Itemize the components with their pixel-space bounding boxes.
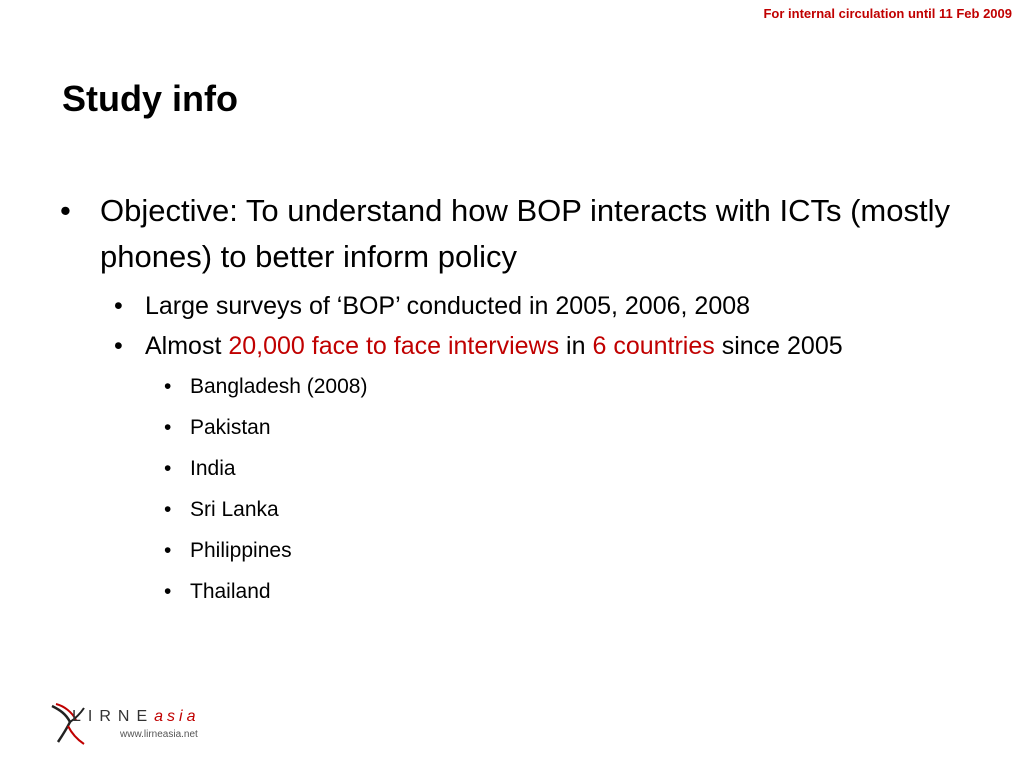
- bullet-icon: •: [164, 375, 172, 398]
- logo-url: www.lirneasia.net: [120, 729, 198, 740]
- country-item: [60, 407, 960, 448]
- country-item: [60, 571, 960, 612]
- interviews-text-mid: in: [559, 332, 593, 360]
- bullet-icon: •: [164, 498, 172, 521]
- bullet-icon: •: [164, 539, 172, 562]
- circulation-notice: For internal circulation until 11 Feb 2009: [763, 6, 1012, 21]
- bullet-surveys: [60, 286, 960, 326]
- country-label: Bangladesh (2008): [190, 375, 368, 398]
- bullet-icon: •: [164, 580, 172, 603]
- countries-highlight: 6 countries: [592, 332, 715, 360]
- country-label: Sri Lanka: [190, 498, 279, 521]
- bullet-icon: •: [114, 332, 123, 360]
- interviews-highlight: 20,000 face to face interviews: [228, 332, 560, 360]
- logo-brand-suffix: asia: [154, 708, 200, 725]
- objective-text: Objective: To understand how BOP interacts with ICTs (mostly phones) to better inform policy: [100, 193, 950, 274]
- bullet-list: [60, 188, 960, 612]
- bullet-objective: [60, 188, 960, 280]
- bullet-icon: •: [164, 416, 172, 439]
- country-label: India: [190, 457, 236, 480]
- interviews-text-pre: Almost: [145, 332, 229, 360]
- slide-title: Study info: [62, 78, 238, 119]
- logo-brand: [72, 708, 199, 726]
- bullet-interviews: [60, 326, 960, 366]
- country-item: [60, 448, 960, 489]
- country-item: [60, 366, 960, 407]
- country-item: [60, 489, 960, 530]
- logo-brand-main: LIRNE: [72, 708, 155, 725]
- bullet-icon: •: [164, 457, 172, 480]
- bullet-icon: •: [114, 292, 123, 320]
- bullet-icon: •: [60, 193, 71, 228]
- country-item: [60, 530, 960, 571]
- country-label: Pakistan: [190, 416, 271, 439]
- interviews-text-post: since 2005: [714, 332, 843, 360]
- country-label: Thailand: [190, 580, 271, 603]
- country-label: Philippines: [190, 539, 292, 562]
- surveys-text: Large surveys of ‘BOP’ conducted in 2005, 2006, 2008: [145, 292, 751, 320]
